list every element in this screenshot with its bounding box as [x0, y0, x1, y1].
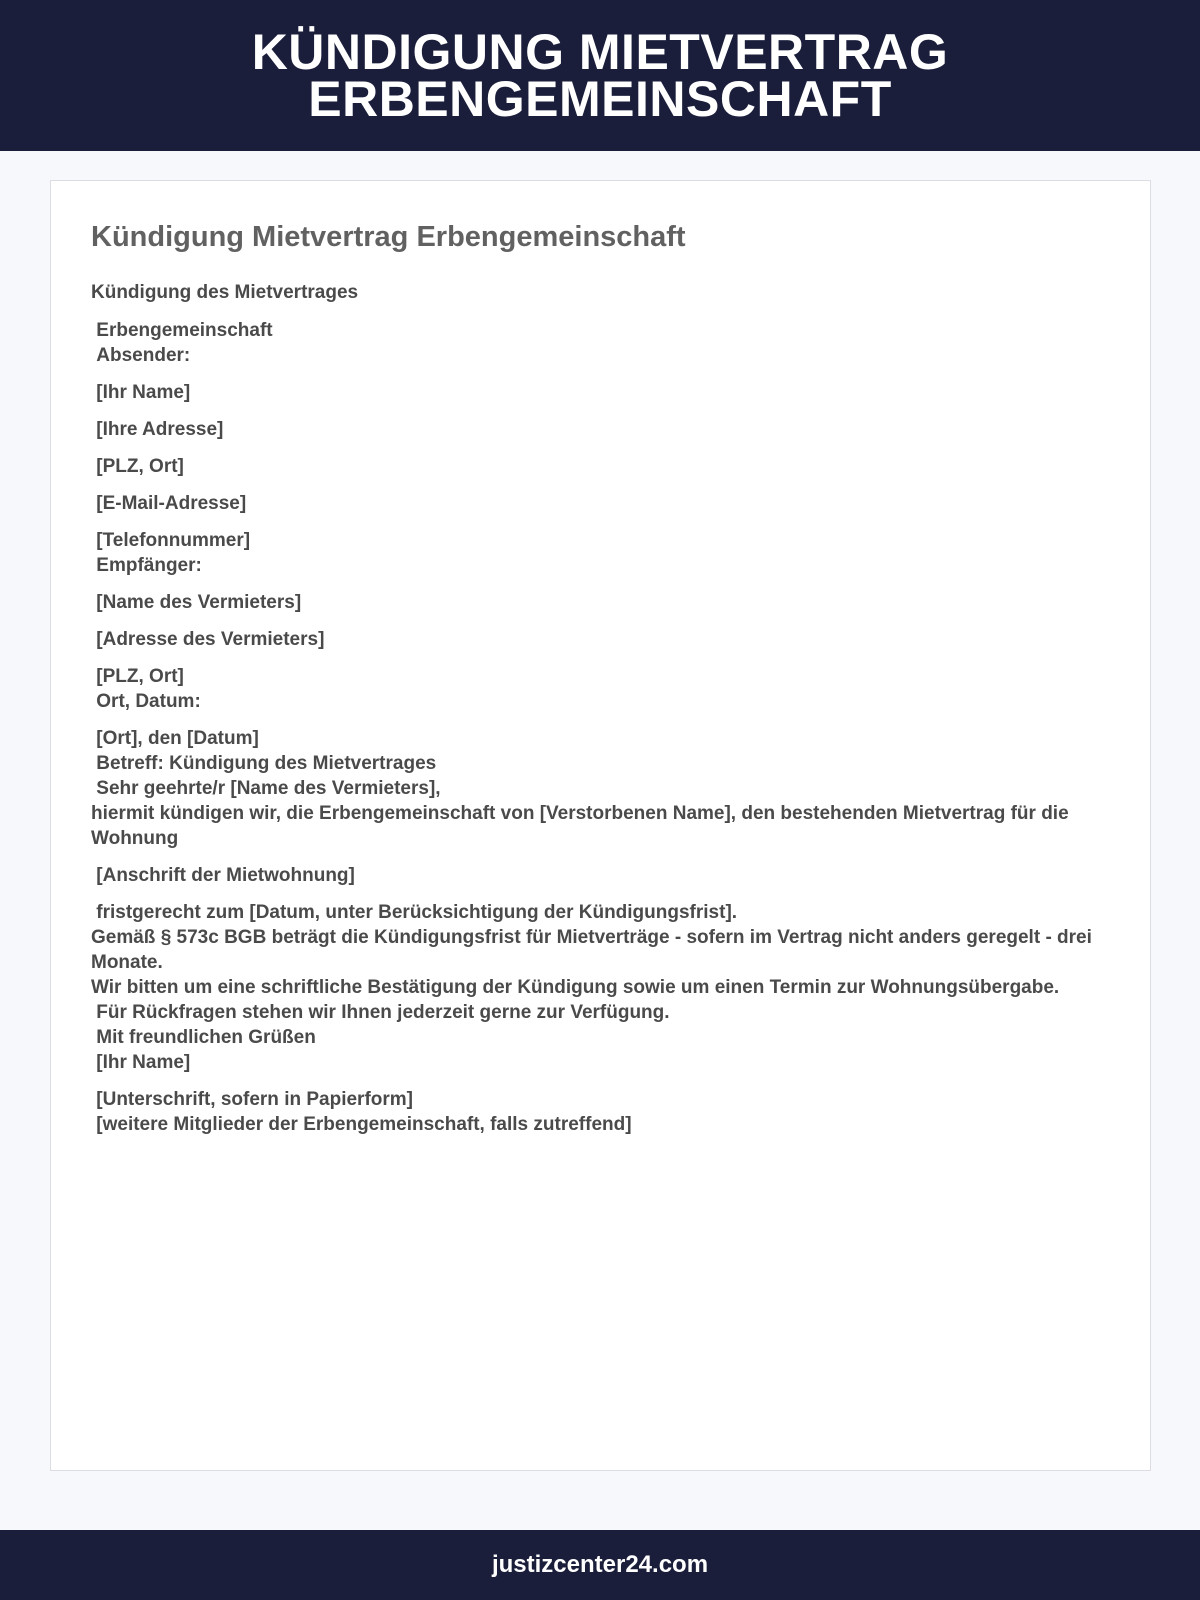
page-header: [0, 0, 1200, 151]
letter-line: hiermit kündigen wir, die Erbengemeinschaft von [Verstorbenen Name], den bestehenden Mietvertrag für die Wohnung: [91, 803, 1074, 849]
letter-line: [weitere Mitglieder der Erbengemeinschaft, falls zutreffend]: [91, 1114, 632, 1135]
letter-line: [Name des Vermieters]: [91, 592, 302, 613]
letter-line: [Adresse des Vermieters]: [91, 629, 325, 650]
letter-line: [Anschrift der Mietwohnung]: [91, 865, 355, 886]
letter-line: [E-Mail-Adresse]: [91, 493, 247, 514]
letter-line: Empfänger:: [91, 555, 202, 576]
letter-line: Absender:: [91, 345, 191, 366]
document-subheading: Kündigung des Mietvertrages: [91, 282, 359, 303]
letter-line: Betreff: Kündigung des Mietvertrages: [91, 753, 437, 774]
letter-line: [Ihre Adresse]: [91, 419, 224, 440]
header-title: KÜNDIGUNG MIETVERTRAG ERBENGEMEINSCHAFT: [251, 23, 949, 127]
letter-line: [Unterschrift, sofern in Papierform]: [91, 1089, 413, 1110]
letter-body: [91, 318, 1101, 1137]
footer-site-name: justizcenter24.com: [491, 1551, 709, 1578]
letter-line: [Ihr Name]: [91, 382, 191, 403]
document-card: [50, 180, 1151, 1471]
letter-line: Für Rückfragen stehen wir Ihnen jederzeit gerne zur Verfügung.: [91, 1002, 670, 1023]
letter-line: Gemäß § 573c BGB beträgt die Kündigungsfrist für Mietverträge - sofern im Vertrag nicht anders geregelt - drei Monate.: [91, 927, 1098, 973]
letter-line: fristgerecht zum [Datum, unter Berücksichtigung der Kündigungsfrist].: [91, 902, 738, 923]
letter-line: [Ihr Name]: [91, 1052, 191, 1073]
letter-line: Ort, Datum:: [91, 691, 201, 712]
document-heading: Kündigung Mietvertrag Erbengemeinschaft: [91, 221, 686, 253]
letter-line: [PLZ, Ort]: [91, 456, 184, 477]
letter-line: [Ort], den [Datum]: [91, 728, 259, 749]
letter-line: Wir bitten um eine schriftliche Bestätigung der Kündigung sowie um einen Termin zur Wohnungsübergabe.: [91, 977, 1060, 998]
letter-line: [PLZ, Ort]: [91, 666, 184, 687]
page-footer: [0, 1530, 1200, 1600]
letter-line: Erbengemeinschaft: [91, 320, 273, 341]
letter-line: Mit freundlichen Grüßen: [91, 1027, 316, 1048]
letter-line: [Telefonnummer]: [91, 530, 251, 551]
letter-line: Sehr geehrte/r [Name des Vermieters],: [91, 778, 441, 799]
